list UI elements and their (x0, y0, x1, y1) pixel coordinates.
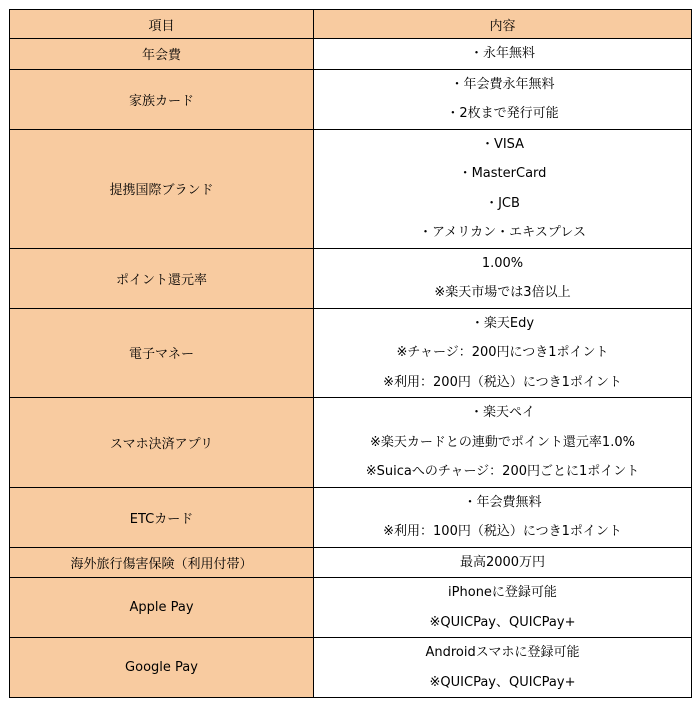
row-content-payment-app (314, 398, 692, 488)
content-line: ・JCB (485, 195, 520, 211)
content-line: ・VISA (480, 136, 525, 152)
row-content-annual-fee (314, 39, 692, 70)
row-content-travel-insurance (314, 547, 692, 578)
row-content-e-money (314, 308, 692, 398)
content-line: ※利用：200円（税込）につき1ポイント (383, 374, 622, 390)
table-header-row (10, 10, 692, 39)
content-line: 1.00% (481, 255, 524, 271)
row-item-brands: 提携国際ブランド (10, 129, 314, 248)
row-item-etc-card: ETCカード (10, 487, 314, 547)
row-item-e-money: 電子マネー (10, 308, 314, 398)
table-row (10, 487, 692, 547)
row-content-apple-pay (314, 578, 692, 638)
row-item-annual-fee: 年会費 (10, 39, 314, 70)
table-row (10, 547, 692, 578)
row-item-payment-app: スマホ決済アプリ (10, 398, 314, 488)
row-item-travel-insurance: 海外旅行傷害保険（利用付帯） (10, 547, 314, 578)
content-line: ※QUICPay、QUICPay+ (429, 674, 576, 690)
row-content-brands (314, 129, 692, 248)
table-row (10, 308, 692, 398)
content-line: ・楽天Edy (470, 315, 535, 331)
row-item-apple-pay: Apple Pay (10, 578, 314, 638)
row-content-point-rate (314, 248, 692, 308)
content-line: ・アメリカン・エキスプレス (419, 225, 586, 240)
table-row (10, 638, 692, 698)
content-line: ・永年無料 (469, 46, 535, 61)
row-content-etc-card (314, 487, 692, 547)
row-item-google-pay: Google Pay (10, 638, 314, 698)
content-line: ※楽天市場では3倍以上 (434, 285, 571, 300)
content-line: ・楽天ペイ (469, 405, 535, 420)
content-line: ・2枚まで発行可能 (446, 106, 559, 121)
header-item: 項目 (10, 10, 314, 39)
content-line: Androidスマホに登録可能 (425, 645, 580, 660)
content-line: 最高2000万円 (459, 554, 546, 570)
row-item-family-card: 家族カード (10, 69, 314, 129)
card-spec-table (9, 9, 692, 698)
content-line: ・MasterCard (458, 166, 547, 181)
row-content-family-card (314, 69, 692, 129)
content-line: ※Suicaへのチャージ：200円ごとに1ポイント (365, 464, 640, 479)
table-row (10, 129, 692, 248)
content-line: ・年会費永年無料 (450, 76, 555, 92)
table-row (10, 39, 692, 70)
row-item-point-rate: ポイント還元率 (10, 248, 314, 308)
content-line: ※QUICPay、QUICPay+ (429, 614, 576, 630)
content-line: ※楽天カードとの連動でポイント還元率1.0% (370, 434, 635, 450)
row-content-google-pay (314, 638, 692, 698)
content-line: iPhoneに登録可能 (448, 585, 557, 600)
table-row (10, 578, 692, 638)
content-line: ※利用：100円（税込）につき1ポイント (383, 524, 622, 539)
table-body (10, 39, 692, 698)
table-row (10, 69, 692, 129)
content-line: ・年会費無料 (463, 494, 542, 510)
header-content: 内容 (314, 10, 692, 39)
content-line: ※チャージ：200円につき1ポイント (396, 345, 609, 360)
table-row (10, 398, 692, 488)
table-row (10, 248, 692, 308)
